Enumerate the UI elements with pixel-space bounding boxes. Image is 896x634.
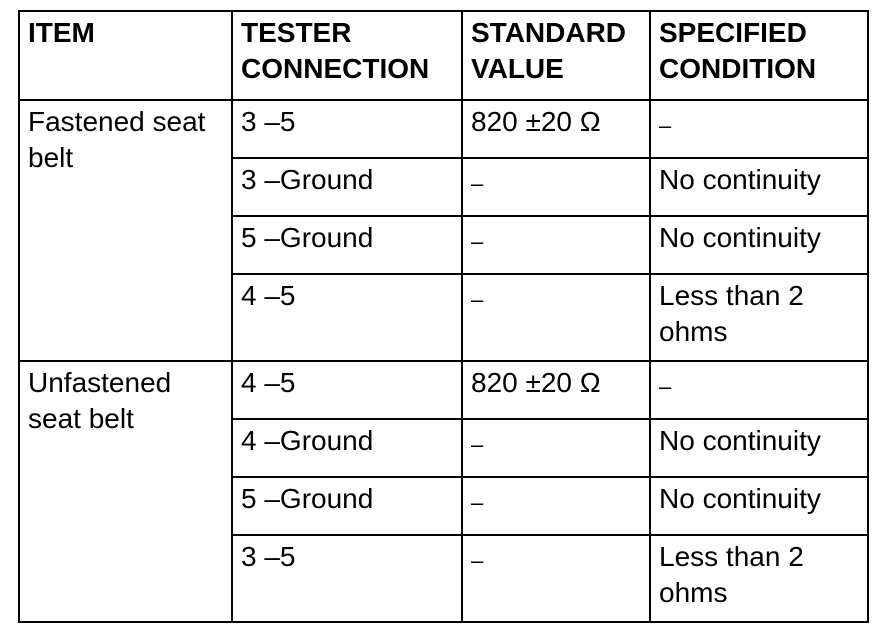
dash-value: – bbox=[471, 287, 484, 312]
table-row bbox=[19, 100, 868, 158]
standard-value-cell bbox=[462, 216, 650, 274]
connection-cell: 4 –5 bbox=[232, 274, 462, 361]
standard-value-cell bbox=[462, 477, 650, 535]
connection-cell: 5 –Ground bbox=[232, 477, 462, 535]
dash-value: – bbox=[659, 374, 672, 399]
table-row bbox=[19, 361, 868, 419]
condition-cell: No continuity bbox=[650, 158, 868, 216]
header-specified-condition: SPECIFIED CONDITION bbox=[650, 11, 868, 100]
standard-value-cell bbox=[462, 274, 650, 361]
standard-value-cell bbox=[462, 158, 650, 216]
connection-cell: 4 –5 bbox=[232, 361, 462, 419]
standard-value-cell bbox=[462, 535, 650, 622]
header-item: ITEM bbox=[19, 11, 232, 100]
inspection-spec-table bbox=[18, 10, 869, 623]
connection-cell: 3 –5 bbox=[232, 535, 462, 622]
item-cell-unfastened: Unfastened seat belt bbox=[19, 361, 232, 622]
condition-cell: No continuity bbox=[650, 419, 868, 477]
connection-cell: 5 –Ground bbox=[232, 216, 462, 274]
standard-value-cell: 820 ±20 Ω bbox=[462, 361, 650, 419]
condition-cell: Less than 2 ohms bbox=[650, 535, 868, 622]
header-standard-value: STANDARD VALUE bbox=[462, 11, 650, 100]
standard-value-cell: 820 ±20 Ω bbox=[462, 100, 650, 158]
dash-value: – bbox=[471, 432, 484, 457]
dash-value: – bbox=[659, 113, 672, 138]
item-cell-fastened: Fastened seat belt bbox=[19, 100, 232, 361]
condition-cell: No continuity bbox=[650, 477, 868, 535]
dash-value: – bbox=[471, 548, 484, 573]
dash-value: – bbox=[471, 171, 484, 196]
condition-cell: No continuity bbox=[650, 216, 868, 274]
dash-value: – bbox=[471, 490, 484, 515]
connection-cell: 3 –5 bbox=[232, 100, 462, 158]
header-tester-connection: TESTER CONNECTION bbox=[232, 11, 462, 100]
dash-value: – bbox=[471, 229, 484, 254]
connection-cell: 4 –Ground bbox=[232, 419, 462, 477]
condition-cell: Less than 2 ohms bbox=[650, 274, 868, 361]
connection-cell: 3 –Ground bbox=[232, 158, 462, 216]
condition-cell bbox=[650, 100, 868, 158]
condition-cell bbox=[650, 361, 868, 419]
standard-value-cell bbox=[462, 419, 650, 477]
header-row bbox=[19, 11, 868, 100]
